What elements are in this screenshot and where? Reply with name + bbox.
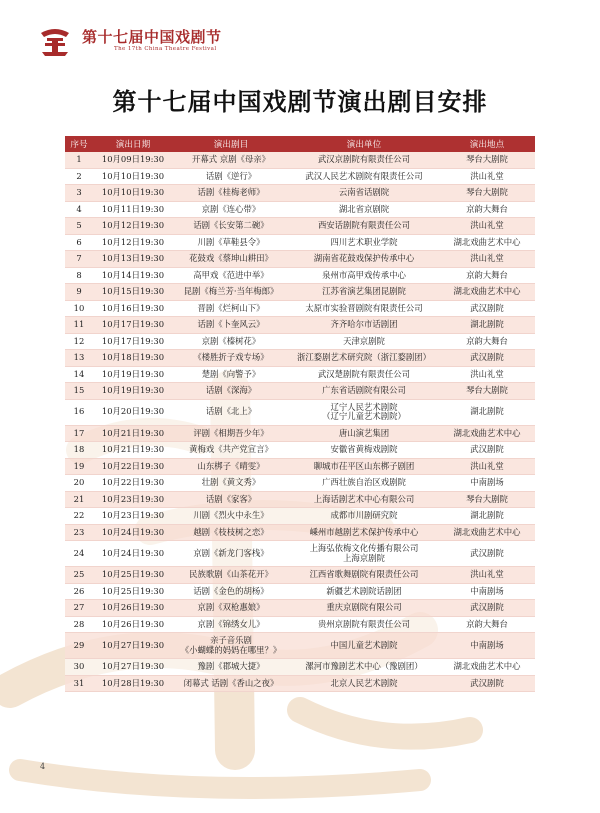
company-cell: 湖南省花鼓戏保护传承中心	[289, 251, 439, 268]
venue-cell: 琴台大剧院	[439, 185, 535, 202]
date-cell: 10月12日19:30	[93, 218, 173, 235]
column-header-date: 演出日期	[93, 136, 173, 152]
table-row	[65, 524, 535, 541]
table-row	[65, 475, 535, 492]
program-cell: 京剧《锦绣女儿》	[173, 616, 289, 633]
venue-cell: 武汉剧院	[439, 442, 535, 459]
venue-cell: 洪山礼堂	[439, 567, 535, 584]
company-cell: 安徽省黄梅戏剧院	[289, 442, 439, 459]
index-cell: 13	[65, 350, 93, 367]
table-body	[65, 152, 535, 692]
venue-cell: 湖北戏曲艺术中心	[439, 234, 535, 251]
date-cell: 10月20日19:30	[93, 399, 173, 425]
venue-cell: 京韵大舞台	[439, 201, 535, 218]
company-cell: 武汉京剧院有限责任公司	[289, 152, 439, 168]
index-cell: 19	[65, 458, 93, 475]
column-header-program: 演出剧目	[173, 136, 289, 152]
table-row	[65, 633, 535, 659]
table-row	[65, 317, 535, 334]
company-cell: 新疆艺术剧院话剧团	[289, 583, 439, 600]
program-cell: 京剧《双枪惠娘》	[173, 600, 289, 617]
date-cell: 10月24日19:30	[93, 541, 173, 567]
company-cell: 齐齐哈尔市话剧团	[289, 317, 439, 334]
column-header-company: 演出单位	[289, 136, 439, 152]
table-row	[65, 659, 535, 676]
program-cell: 评剧《相期吾少年》	[173, 425, 289, 442]
column-header-venue: 演出地点	[439, 136, 535, 152]
table-row	[65, 399, 535, 425]
program-cell: 川剧《烈火中永生》	[173, 508, 289, 525]
table-row	[65, 300, 535, 317]
company-cell: 广东省话剧院有限公司	[289, 383, 439, 400]
date-cell: 10月10日19:30	[93, 185, 173, 202]
table-row	[65, 185, 535, 202]
venue-cell: 湖北剧院	[439, 508, 535, 525]
table-row	[65, 201, 535, 218]
company-cell: 泉州市高甲戏传承中心	[289, 267, 439, 284]
company-cell: 武汉楚剧院有限责任公司	[289, 366, 439, 383]
program-cell: 话剧《长安第二碗》	[173, 218, 289, 235]
venue-cell: 湖北戏曲艺术中心	[439, 425, 535, 442]
venue-cell: 中南剧场	[439, 475, 535, 492]
table-header-row	[65, 136, 535, 152]
program-cell: 京剧《连心带》	[173, 201, 289, 218]
date-cell: 10月13日19:30	[93, 251, 173, 268]
venue-cell: 湖北剧院	[439, 399, 535, 425]
table-row	[65, 583, 535, 600]
company-cell: 云南省话剧院	[289, 185, 439, 202]
index-cell: 9	[65, 284, 93, 301]
table-row	[65, 600, 535, 617]
program-cell: 楚剧《向警予》	[173, 366, 289, 383]
index-cell: 22	[65, 508, 93, 525]
date-cell: 10月22日19:30	[93, 475, 173, 492]
column-header-index: 序号	[65, 136, 93, 152]
index-cell: 27	[65, 600, 93, 617]
index-cell: 18	[65, 442, 93, 459]
company-cell: 江西省歌舞剧院有限责任公司	[289, 567, 439, 584]
program-cell: 话剧《逆行》	[173, 168, 289, 185]
index-cell: 24	[65, 541, 93, 567]
program-cell: 话剧《卜奎风云》	[173, 317, 289, 334]
company-cell: 漯河市豫剧艺术中心（豫剧团）	[289, 659, 439, 676]
venue-cell: 湖北戏曲艺术中心	[439, 284, 535, 301]
company-cell: 上海弘依梅文化传播有限公司 上海京剧院	[289, 541, 439, 567]
date-cell: 10月19日19:30	[93, 383, 173, 400]
company-cell: 江苏省演艺集团昆剧院	[289, 284, 439, 301]
program-cell: 川剧《草鞋县令》	[173, 234, 289, 251]
date-cell: 10月26日19:30	[93, 600, 173, 617]
company-cell: 四川艺术职业学院	[289, 234, 439, 251]
table-row	[65, 333, 535, 350]
index-cell: 28	[65, 616, 93, 633]
index-cell: 5	[65, 218, 93, 235]
program-cell: 亲子音乐剧 《小蝴蝶的妈妈在哪里？》	[173, 633, 289, 659]
date-cell: 10月14日19:30	[93, 267, 173, 284]
index-cell: 17	[65, 425, 93, 442]
venue-cell: 洪山礼堂	[439, 458, 535, 475]
index-cell: 20	[65, 475, 93, 492]
schedule-table	[65, 136, 535, 692]
index-cell: 21	[65, 491, 93, 508]
company-cell: 武汉人民艺术剧院有限责任公司	[289, 168, 439, 185]
index-cell: 4	[65, 201, 93, 218]
date-cell: 10月22日19:30	[93, 458, 173, 475]
company-cell: 成都市川剧研究院	[289, 508, 439, 525]
table-row	[65, 442, 535, 459]
program-cell: 壮剧《黄文秀》	[173, 475, 289, 492]
table-row	[65, 383, 535, 400]
date-cell: 10月16日19:30	[93, 300, 173, 317]
index-cell: 29	[65, 633, 93, 659]
company-cell: 重庆京剧院有限公司	[289, 600, 439, 617]
index-cell: 16	[65, 399, 93, 425]
date-cell: 10月12日19:30	[93, 234, 173, 251]
date-cell: 10月24日19:30	[93, 524, 173, 541]
program-cell: 民族歌剧《山茶花开》	[173, 567, 289, 584]
date-cell: 10月09日19:30	[93, 152, 173, 168]
date-cell: 10月27日19:30	[93, 633, 173, 659]
company-cell: 西安话剧院有限责任公司	[289, 218, 439, 235]
date-cell: 10月18日19:30	[93, 350, 173, 367]
date-cell: 10月23日19:30	[93, 491, 173, 508]
date-cell: 10月27日19:30	[93, 659, 173, 676]
index-cell: 11	[65, 317, 93, 334]
program-cell: 豫剧《郡城大捷》	[173, 659, 289, 676]
program-cell: 《楼胜折子戏专场》	[173, 350, 289, 367]
index-cell: 30	[65, 659, 93, 676]
program-cell: 黄梅戏《共产党宣言》	[173, 442, 289, 459]
date-cell: 10月19日19:30	[93, 366, 173, 383]
company-cell: 中国儿童艺术剧院	[289, 633, 439, 659]
index-cell: 10	[65, 300, 93, 317]
table-row	[65, 675, 535, 692]
table-row	[65, 350, 535, 367]
index-cell: 12	[65, 333, 93, 350]
index-cell: 31	[65, 675, 93, 692]
program-cell: 京剧《新龙门客栈》	[173, 541, 289, 567]
program-cell: 高甲戏《范进中举》	[173, 267, 289, 284]
program-cell: 晋剧《烂柯山下》	[173, 300, 289, 317]
table-row	[65, 491, 535, 508]
date-cell: 10月15日19:30	[93, 284, 173, 301]
venue-cell: 京韵大舞台	[439, 333, 535, 350]
table-row	[65, 458, 535, 475]
program-cell: 开幕式 京剧《母亲》	[173, 152, 289, 168]
festival-name-en: The 17th China Theatre Festival	[114, 46, 217, 52]
program-cell: 话剧《家客》	[173, 491, 289, 508]
date-cell: 10月21日19:30	[93, 442, 173, 459]
index-cell: 3	[65, 185, 93, 202]
program-cell: 京剧《榛树花》	[173, 333, 289, 350]
company-cell: 上海话剧艺术中心有限公司	[289, 491, 439, 508]
index-cell: 1	[65, 152, 93, 168]
table-row	[65, 366, 535, 383]
festival-logo-icon	[38, 24, 72, 58]
date-cell: 10月26日19:30	[93, 616, 173, 633]
company-cell: 唐山演艺集团	[289, 425, 439, 442]
venue-cell: 武汉剧院	[439, 675, 535, 692]
program-cell: 话剧《金色的胡杨》	[173, 583, 289, 600]
date-cell: 10月28日19:30	[93, 675, 173, 692]
venue-cell: 湖北剧院	[439, 317, 535, 334]
page-number: 4	[40, 762, 46, 771]
index-cell: 8	[65, 267, 93, 284]
program-cell: 话剧《深海》	[173, 383, 289, 400]
date-cell: 10月17日19:30	[93, 317, 173, 334]
table-row	[65, 284, 535, 301]
date-cell: 10月10日19:30	[93, 168, 173, 185]
venue-cell: 洪山礼堂	[439, 218, 535, 235]
festival-name-cn: 第十七届中国戏剧节	[82, 28, 222, 46]
table-row	[65, 425, 535, 442]
program-cell: 闭幕式 话剧《香山之夜》	[173, 675, 289, 692]
index-cell: 15	[65, 383, 93, 400]
venue-cell: 洪山礼堂	[439, 366, 535, 383]
date-cell: 10月25日19:30	[93, 583, 173, 600]
venue-cell: 武汉剧院	[439, 350, 535, 367]
venue-cell: 中南剧场	[439, 633, 535, 659]
index-cell: 7	[65, 251, 93, 268]
venue-cell: 洪山礼堂	[439, 168, 535, 185]
company-cell: 广西壮族自治区戏剧院	[289, 475, 439, 492]
venue-cell: 武汉剧院	[439, 300, 535, 317]
table-row	[65, 267, 535, 284]
company-cell: 太原市实验晋剧院有限责任公司	[289, 300, 439, 317]
venue-cell: 湖北戏曲艺术中心	[439, 524, 535, 541]
table-row	[65, 234, 535, 251]
table-row	[65, 541, 535, 567]
program-cell: 话剧《北上》	[173, 399, 289, 425]
table-row	[65, 152, 535, 168]
company-cell: 北京人民艺术剧院	[289, 675, 439, 692]
table-row	[65, 616, 535, 633]
date-cell: 10月21日19:30	[93, 425, 173, 442]
venue-cell: 京韵大舞台	[439, 267, 535, 284]
venue-cell: 琴台大剧院	[439, 152, 535, 168]
company-cell: 贵州京剧院有限责任公司	[289, 616, 439, 633]
company-cell: 湖北省京剧院	[289, 201, 439, 218]
venue-cell: 武汉剧院	[439, 600, 535, 617]
venue-cell: 湖北戏曲艺术中心	[439, 659, 535, 676]
table-row	[65, 218, 535, 235]
program-cell: 话剧《桂梅老师》	[173, 185, 289, 202]
date-cell: 10月23日19:30	[93, 508, 173, 525]
table-row	[65, 251, 535, 268]
venue-cell: 洪山礼堂	[439, 251, 535, 268]
venue-cell: 中南剧场	[439, 583, 535, 600]
program-cell: 昆剧《梅兰芳·当年梅郎》	[173, 284, 289, 301]
table-row	[65, 567, 535, 584]
company-cell: 天津京剧院	[289, 333, 439, 350]
index-cell: 14	[65, 366, 93, 383]
table-row	[65, 168, 535, 185]
index-cell: 6	[65, 234, 93, 251]
index-cell: 26	[65, 583, 93, 600]
date-cell: 10月17日19:30	[93, 333, 173, 350]
venue-cell: 京韵大舞台	[439, 616, 535, 633]
company-cell: 嵊州市越剧艺术保护传承中心	[289, 524, 439, 541]
venue-cell: 琴台大剧院	[439, 491, 535, 508]
company-cell: 辽宁人民艺术剧院 （辽宁儿童艺术剧院）	[289, 399, 439, 425]
index-cell: 25	[65, 567, 93, 584]
program-cell: 越剧《枝枝树之恋》	[173, 524, 289, 541]
program-cell: 花鼓戏《蔡坤山耕田》	[173, 251, 289, 268]
table-row	[65, 508, 535, 525]
index-cell: 23	[65, 524, 93, 541]
company-cell: 聊城市茌平区山东梆子剧团	[289, 458, 439, 475]
page-title: 第十七届中国戏剧节演出剧目安排	[112, 87, 488, 116]
venue-cell: 武汉剧院	[439, 541, 535, 567]
program-cell: 山东梆子《晴雯》	[173, 458, 289, 475]
date-cell: 10月25日19:30	[93, 567, 173, 584]
index-cell: 2	[65, 168, 93, 185]
venue-cell: 琴台大剧院	[439, 383, 535, 400]
company-cell: 浙江婺剧艺术研究院（浙江婺剧团）	[289, 350, 439, 367]
date-cell: 10月11日19:30	[93, 201, 173, 218]
